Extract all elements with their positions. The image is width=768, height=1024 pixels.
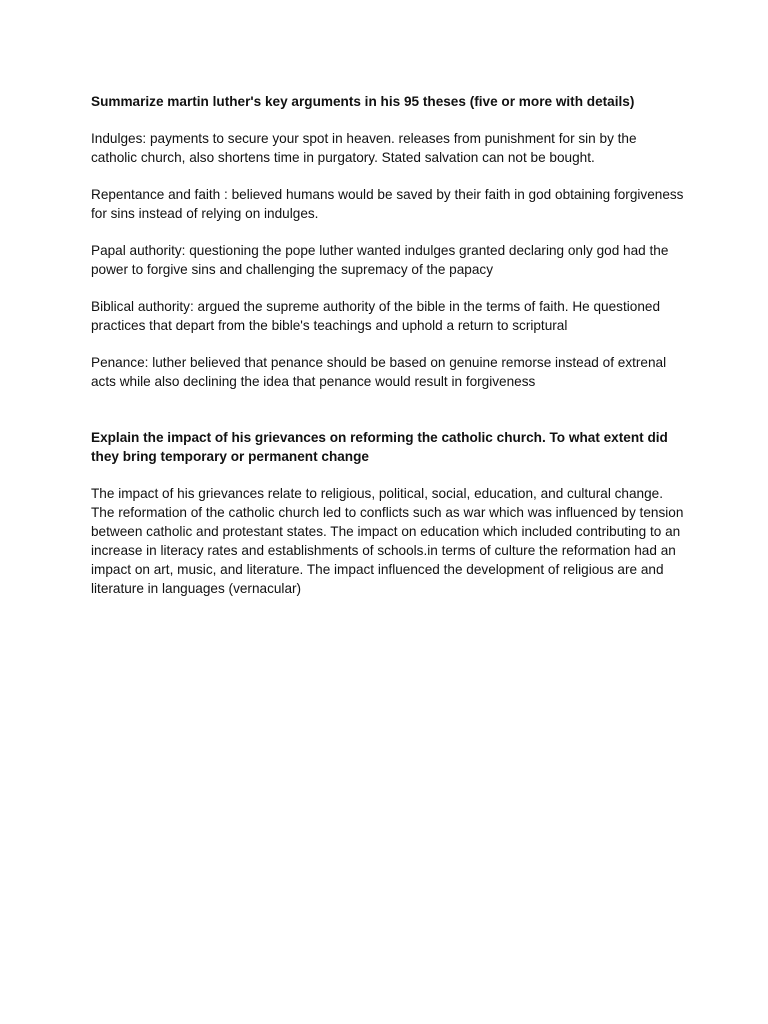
answer-repentance-paragraph: Repentance and faith : believed humans would be saved by their faith in god obtaining forgiveness for sins instead of relying on indulges. <box>91 187 684 221</box>
question-2-heading: Explain the impact of his grievances on reforming the catholic church. To what extent did they bring temporary or permanent change <box>91 430 668 464</box>
document-body <box>91 92 686 598</box>
question-1-heading: Summarize martin luther's key arguments in his 95 theses (five or more with details) <box>91 94 635 109</box>
answer-impact-paragraph: The impact of his grievances relate to religious, political, social, education, and cultural change. The reformation of the catholic church led to conflicts such as war which was influenced by tension between catholic and protestant states. The impact on education which included contributing to an increase in literacy rates and establishments of schools.in terms of culture the reformation had an impact on art, music, and literature. The impact influenced the development of religious are and literature in languages (vernacular) <box>91 486 684 596</box>
answer-penance-paragraph: Penance: luther believed that penance should be based on genuine remorse instead of extrenal acts while also declining the idea that penance would result in forgiveness <box>91 355 667 389</box>
answer-biblical-authority-paragraph: Biblical authority: argued the supreme authority of the bible in the terms of faith. He questioned practices that depart from the bible's teachings and uphold a return to scriptural <box>91 299 660 333</box>
answer-papal-authority-paragraph: Papal authority: questioning the pope luther wanted indulges granted declaring only god had the power to forgive sins and challenging the supremacy of the papacy <box>91 243 669 277</box>
answer-indulges-paragraph: Indulges: payments to secure your spot in heaven. releases from punishment for sin by the catholic church, also shortens time in purgatory. Stated salvation can not be bought. <box>91 131 637 165</box>
